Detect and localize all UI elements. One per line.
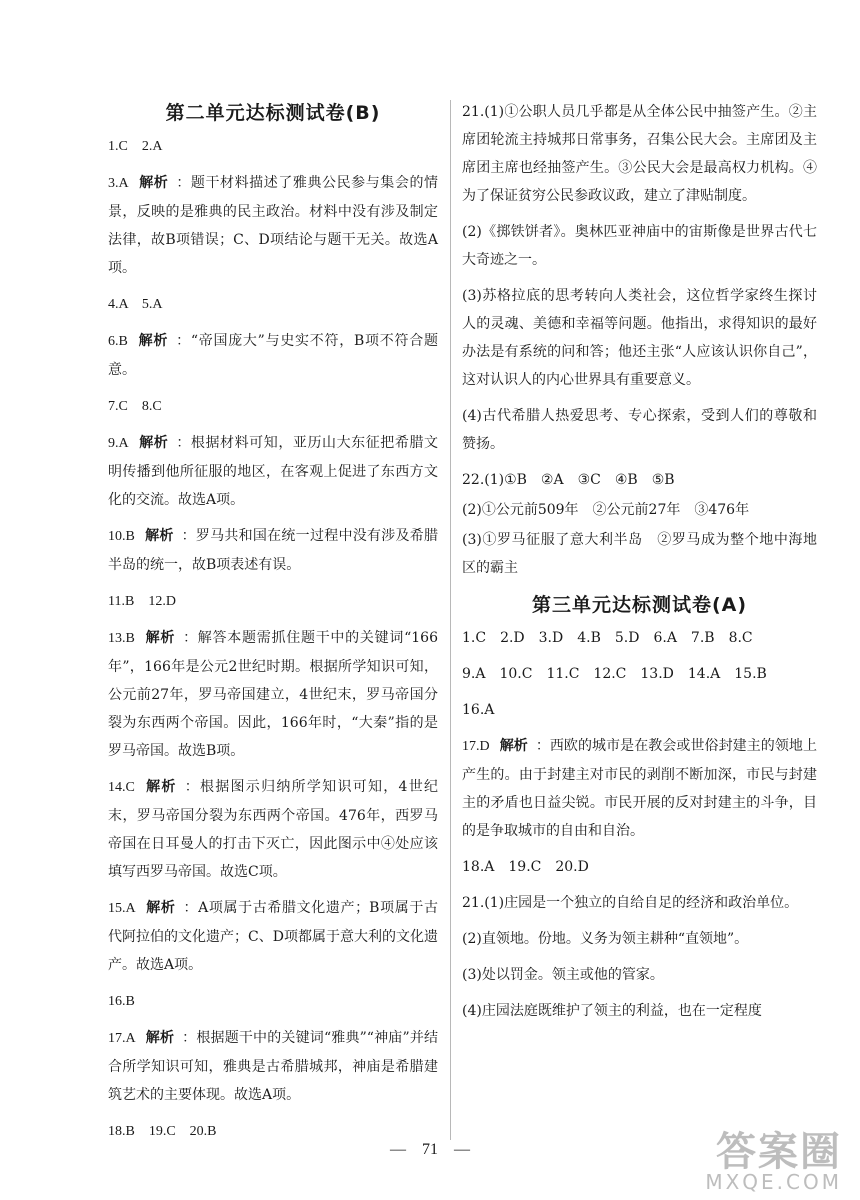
answer-item xyxy=(108,894,438,979)
answer-item xyxy=(108,773,438,886)
analysis-label: 解析 xyxy=(145,1030,175,1046)
q21-part1: 21.(1)①公职人员几乎都是从全体公民中抽签产生。②主席团轮流主持城邦日常事务，召集公民大会。主席团及主席团主席也经抽签产生。③公民大会是最高权力机构。④为了保证贫穷公民参政议政，建立了津贴制度。 xyxy=(462,104,817,204)
section-title-unit3-a: 第三单元达标测试卷(A) xyxy=(531,594,748,616)
answer-number: 7.C 8.C xyxy=(108,399,162,414)
answer-item xyxy=(108,290,438,319)
page-number: — 71 — xyxy=(389,1141,470,1158)
analysis-text: ：“帝国庞大”与史实不符，B项不符合题意。 xyxy=(108,333,439,378)
analysis-label: 解析 xyxy=(138,175,169,191)
q22-part2: (2)①公元前509年 ②公元前27年 ③476年 xyxy=(462,502,750,518)
answer-list-left xyxy=(108,132,438,1146)
q22-part1: 22.(1)①B ②A ③C ④B ⑤B xyxy=(462,472,675,488)
answer-number: 18.B 19.C 20.B xyxy=(108,1124,217,1139)
q21b-part4: (4)庄园法庭既维护了领主的利益，也在一定程度 xyxy=(462,1003,762,1019)
answer-number: 13.B xyxy=(108,631,135,646)
answer-number: 1.C 2.A xyxy=(108,139,163,154)
answer-number: 3.A xyxy=(108,176,129,191)
analysis-label: 解析 xyxy=(144,779,177,795)
q21-part4: (4)古代希腊人热爱思考、专心探索，受到人们的尊敬和赞扬。 xyxy=(462,408,817,452)
q21b-part1: 21.(1)庄园是一个独立的自给自足的经济和政治单位。 xyxy=(462,895,799,911)
analysis-label: 解析 xyxy=(144,528,174,544)
answer-number: 17.A xyxy=(108,1031,136,1046)
answer-item xyxy=(108,429,438,514)
q22-part3: (3)①罗马征服了意大利半岛 ②罗马成为整个地中海地区的霸主 xyxy=(462,532,817,576)
answer-number: 4.A 5.A xyxy=(108,297,163,312)
answer-item xyxy=(108,624,438,765)
watermark-logo xyxy=(705,1129,842,1194)
q17-label: 解析 xyxy=(499,738,528,754)
analysis-label: 解析 xyxy=(144,630,176,646)
answer-row-1: 1.C 2.D 3.D 4.B 5.D 6.A 7.B 8.C xyxy=(462,630,753,646)
analysis-text: ：A项属于古希腊文化遗产；B项属于古代阿拉伯的文化遗产；C、D项都属于意大利的文化遗产。故选A项。 xyxy=(108,900,438,973)
q21-part3: (3)苏格拉底的思考转向人类社会，这位哲学家终生探讨人的灵魂、美德和幸福等问题。他指出，求得知识的最好办法是有系统的问和答；他还主张“人应该认识你自己”，这对认识人的内心世界具有重要意义。 xyxy=(462,288,817,388)
answer-item xyxy=(108,522,438,579)
analysis-label: 解析 xyxy=(145,900,176,916)
watermark-small-text: MXQE.COM xyxy=(705,1170,842,1194)
q21-part2: (2)《掷铁饼者》。奥林匹亚神庙中的宙斯像是世界古代七大奇迹之一。 xyxy=(462,224,817,268)
q17-text: ：西欧的城市是在教会或世俗封建主的领地上产生的。由于封建主对市民的剥削不断加深，市民与封建主的矛盾也日益尖锐。市民开展的反对封建主的斗争，目的是争取城市的自由和自治。 xyxy=(462,738,817,839)
analysis-text: ：根据材料可知，亚历山大东征把希腊文明传播到他所征服的地区，在客观上促进了东西方文化的交流。故选A项。 xyxy=(108,435,439,508)
answer-item xyxy=(108,1024,438,1109)
analysis-label: 解析 xyxy=(137,333,169,349)
answer-row-4: 18.A 19.C 20.D xyxy=(462,859,589,875)
answer-number: 10.B xyxy=(108,529,135,544)
right-column xyxy=(462,98,817,1033)
answer-number: 15.A xyxy=(108,901,136,916)
answer-number: 9.A xyxy=(108,436,129,451)
column-divider xyxy=(450,100,451,1140)
q21b-part3: (3)处以罚金。领主或他的管家。 xyxy=(462,967,664,983)
answer-item xyxy=(108,327,438,384)
q17-number: 17.D xyxy=(462,739,490,754)
answer-item xyxy=(108,587,438,616)
q21b-part2: (2)直领地。份地。义务为领主耕种“直领地”。 xyxy=(462,931,749,947)
analysis-text: ：根据图示归纳所学知识可知，4世纪末，罗马帝国分裂为东西两个帝国。476年，西罗马帝国在日耳曼人的打击下灭亡，因此图示中④处应该填写西罗马帝国。故选C项。 xyxy=(108,779,439,880)
answer-item xyxy=(108,987,438,1016)
analysis-text: ：罗马共和国在统一过程中没有涉及希腊半岛的统一，故B项表述有误。 xyxy=(108,528,439,573)
answer-number: 11.B 12.D xyxy=(108,594,176,609)
analysis-text: ：根据题干中的关键词“雅典”“神庙”并结合所学知识可知，雅典是古希腊城邦，神庙是希腊建筑艺术的主要体现。故选A项。 xyxy=(108,1030,439,1103)
analysis-text: ：题干材料描述了雅典公民参与集会的情景，反映的是雅典的民主政治。材料中没有涉及制定法律，故B项错误；C、D项结论与题干无关。故选A项。 xyxy=(108,175,439,276)
answer-number: 14.C xyxy=(108,780,135,795)
answer-item xyxy=(108,169,438,282)
answer-item xyxy=(108,132,438,161)
left-column xyxy=(108,98,438,1154)
answer-number: 16.B xyxy=(108,994,135,1009)
watermark-big-text: 答案圈 xyxy=(716,1129,842,1175)
answer-item xyxy=(108,392,438,421)
answer-row-3: 16.A xyxy=(462,702,495,718)
analysis-label: 解析 xyxy=(138,435,169,451)
answer-row-2: 9.A 10.C 11.C 12.C 13.D 14.A 15.B xyxy=(462,666,767,682)
analysis-text: ：解答本题需抓住题干中的关键词“166年”，166年是公元2世纪时期。根据所学知识可知，公元前27年，罗马帝国建立，4世纪末，罗马帝国分裂为东西两个帝国。因此，166年时，“大秦”指的是罗马帝国。故选B项。 xyxy=(108,630,438,759)
section-title-unit2-b: 第二单元达标测试卷(B) xyxy=(165,102,381,124)
q17-analysis xyxy=(462,732,817,845)
answer-number: 6.B xyxy=(108,334,128,349)
